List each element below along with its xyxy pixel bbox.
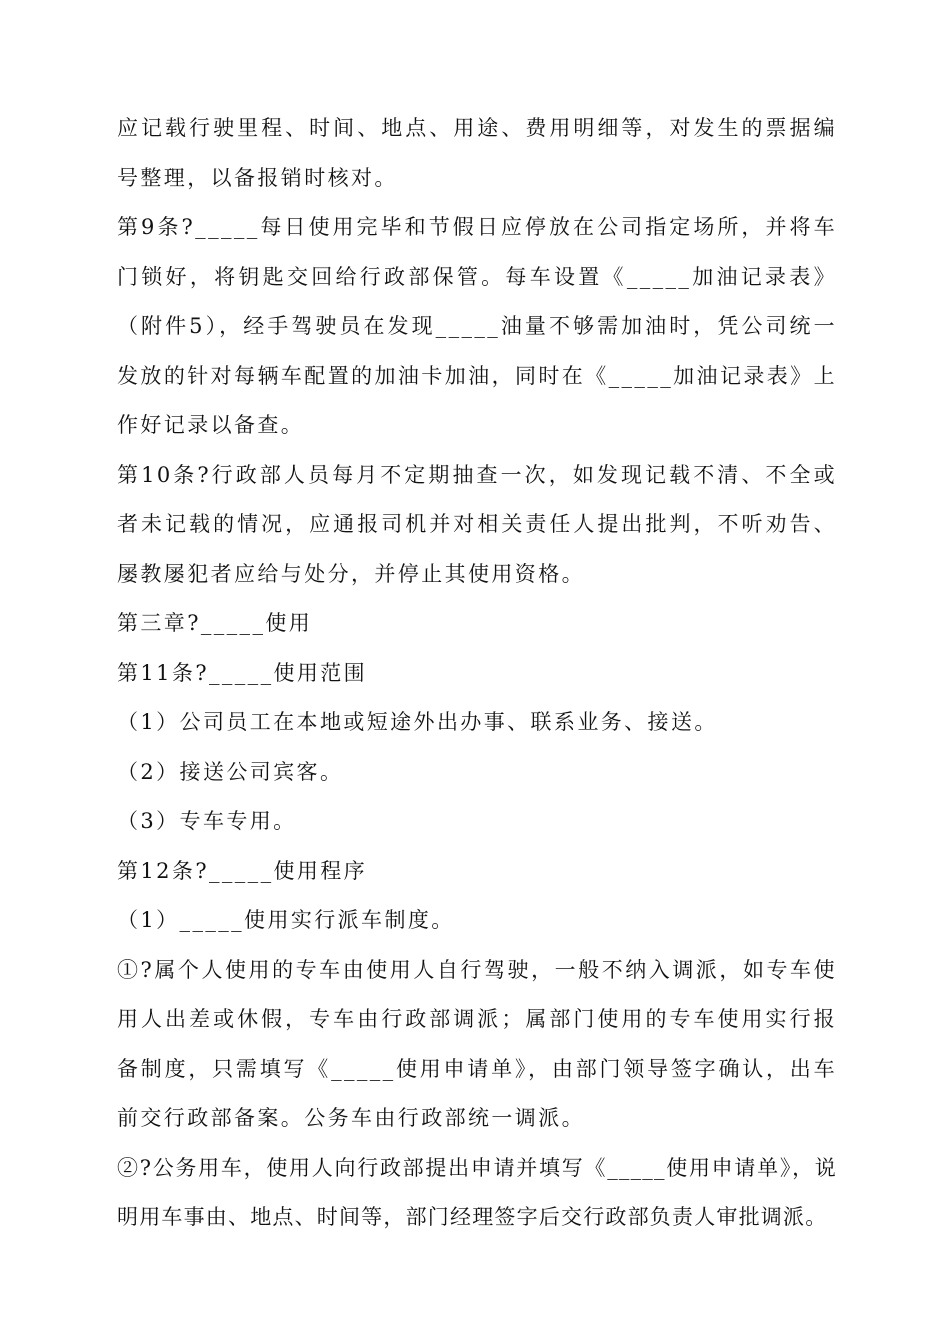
article-9: 第9条?_____每日使用完毕和节假日应停放在公司指定场所，并将车门锁好，将钥匙交回给行政部保管。每车设置《_____加油记录表》（附件5），经手驾驶员在发现_____油量不够需加油时，凭公司统一发放的针对每辆车配置的加油卡加油，同时在《_____加油记录表》上作好记录以备查。 xyxy=(117,215,837,437)
document-body xyxy=(117,104,837,1243)
article-11-heading: 第11条?_____使用范围 xyxy=(117,660,368,685)
list-item-2: （2）接送公司宾客。 xyxy=(117,759,344,784)
article-10: 第10条?行政部人员每月不定期抽查一次，如发现记载不清、不全或者未记载的情况，应通报司机并对相关责任人提出批判，不听劝告、屡教屡犯者应给与处分，并停止其使用资格。 xyxy=(117,462,837,586)
procedure-item-1: （1）_____使用实行派车制度。 xyxy=(117,908,455,932)
procedure-clause-2: ②?公务用车，使用人向行政部提出申请并填写《_____使用申请单》，说明用车事由、地点、时间等，部门经理签字后交行政部负责人审批调派。 xyxy=(117,1155,837,1229)
article-12-heading: 第12条?_____使用程序 xyxy=(117,858,368,883)
chapter-3-heading: 第三章?_____使用 xyxy=(117,611,313,635)
procedure-clause-1: ①?属个人使用的专车由使用人自行驾驶，一般不纳入调派，如专车使用人出差或休假，专车由行政部调派；属部门使用的专车使用实行报备制度，只需填写《_____使用申请单》，由部门领导签字确认，出车前交行政部备案。公务车由行政部统一调派。 xyxy=(117,957,837,1130)
paragraph-record-details: 应记载行驶里程、时间、地点、用途、费用明细等，对发生的票据编号整理，以备报销时核对。 xyxy=(117,116,837,190)
list-item-1: （1）公司员工在本地或短途外出办事、联系业务、接送。 xyxy=(117,710,718,734)
list-item-3: （3）专车专用。 xyxy=(117,809,297,833)
